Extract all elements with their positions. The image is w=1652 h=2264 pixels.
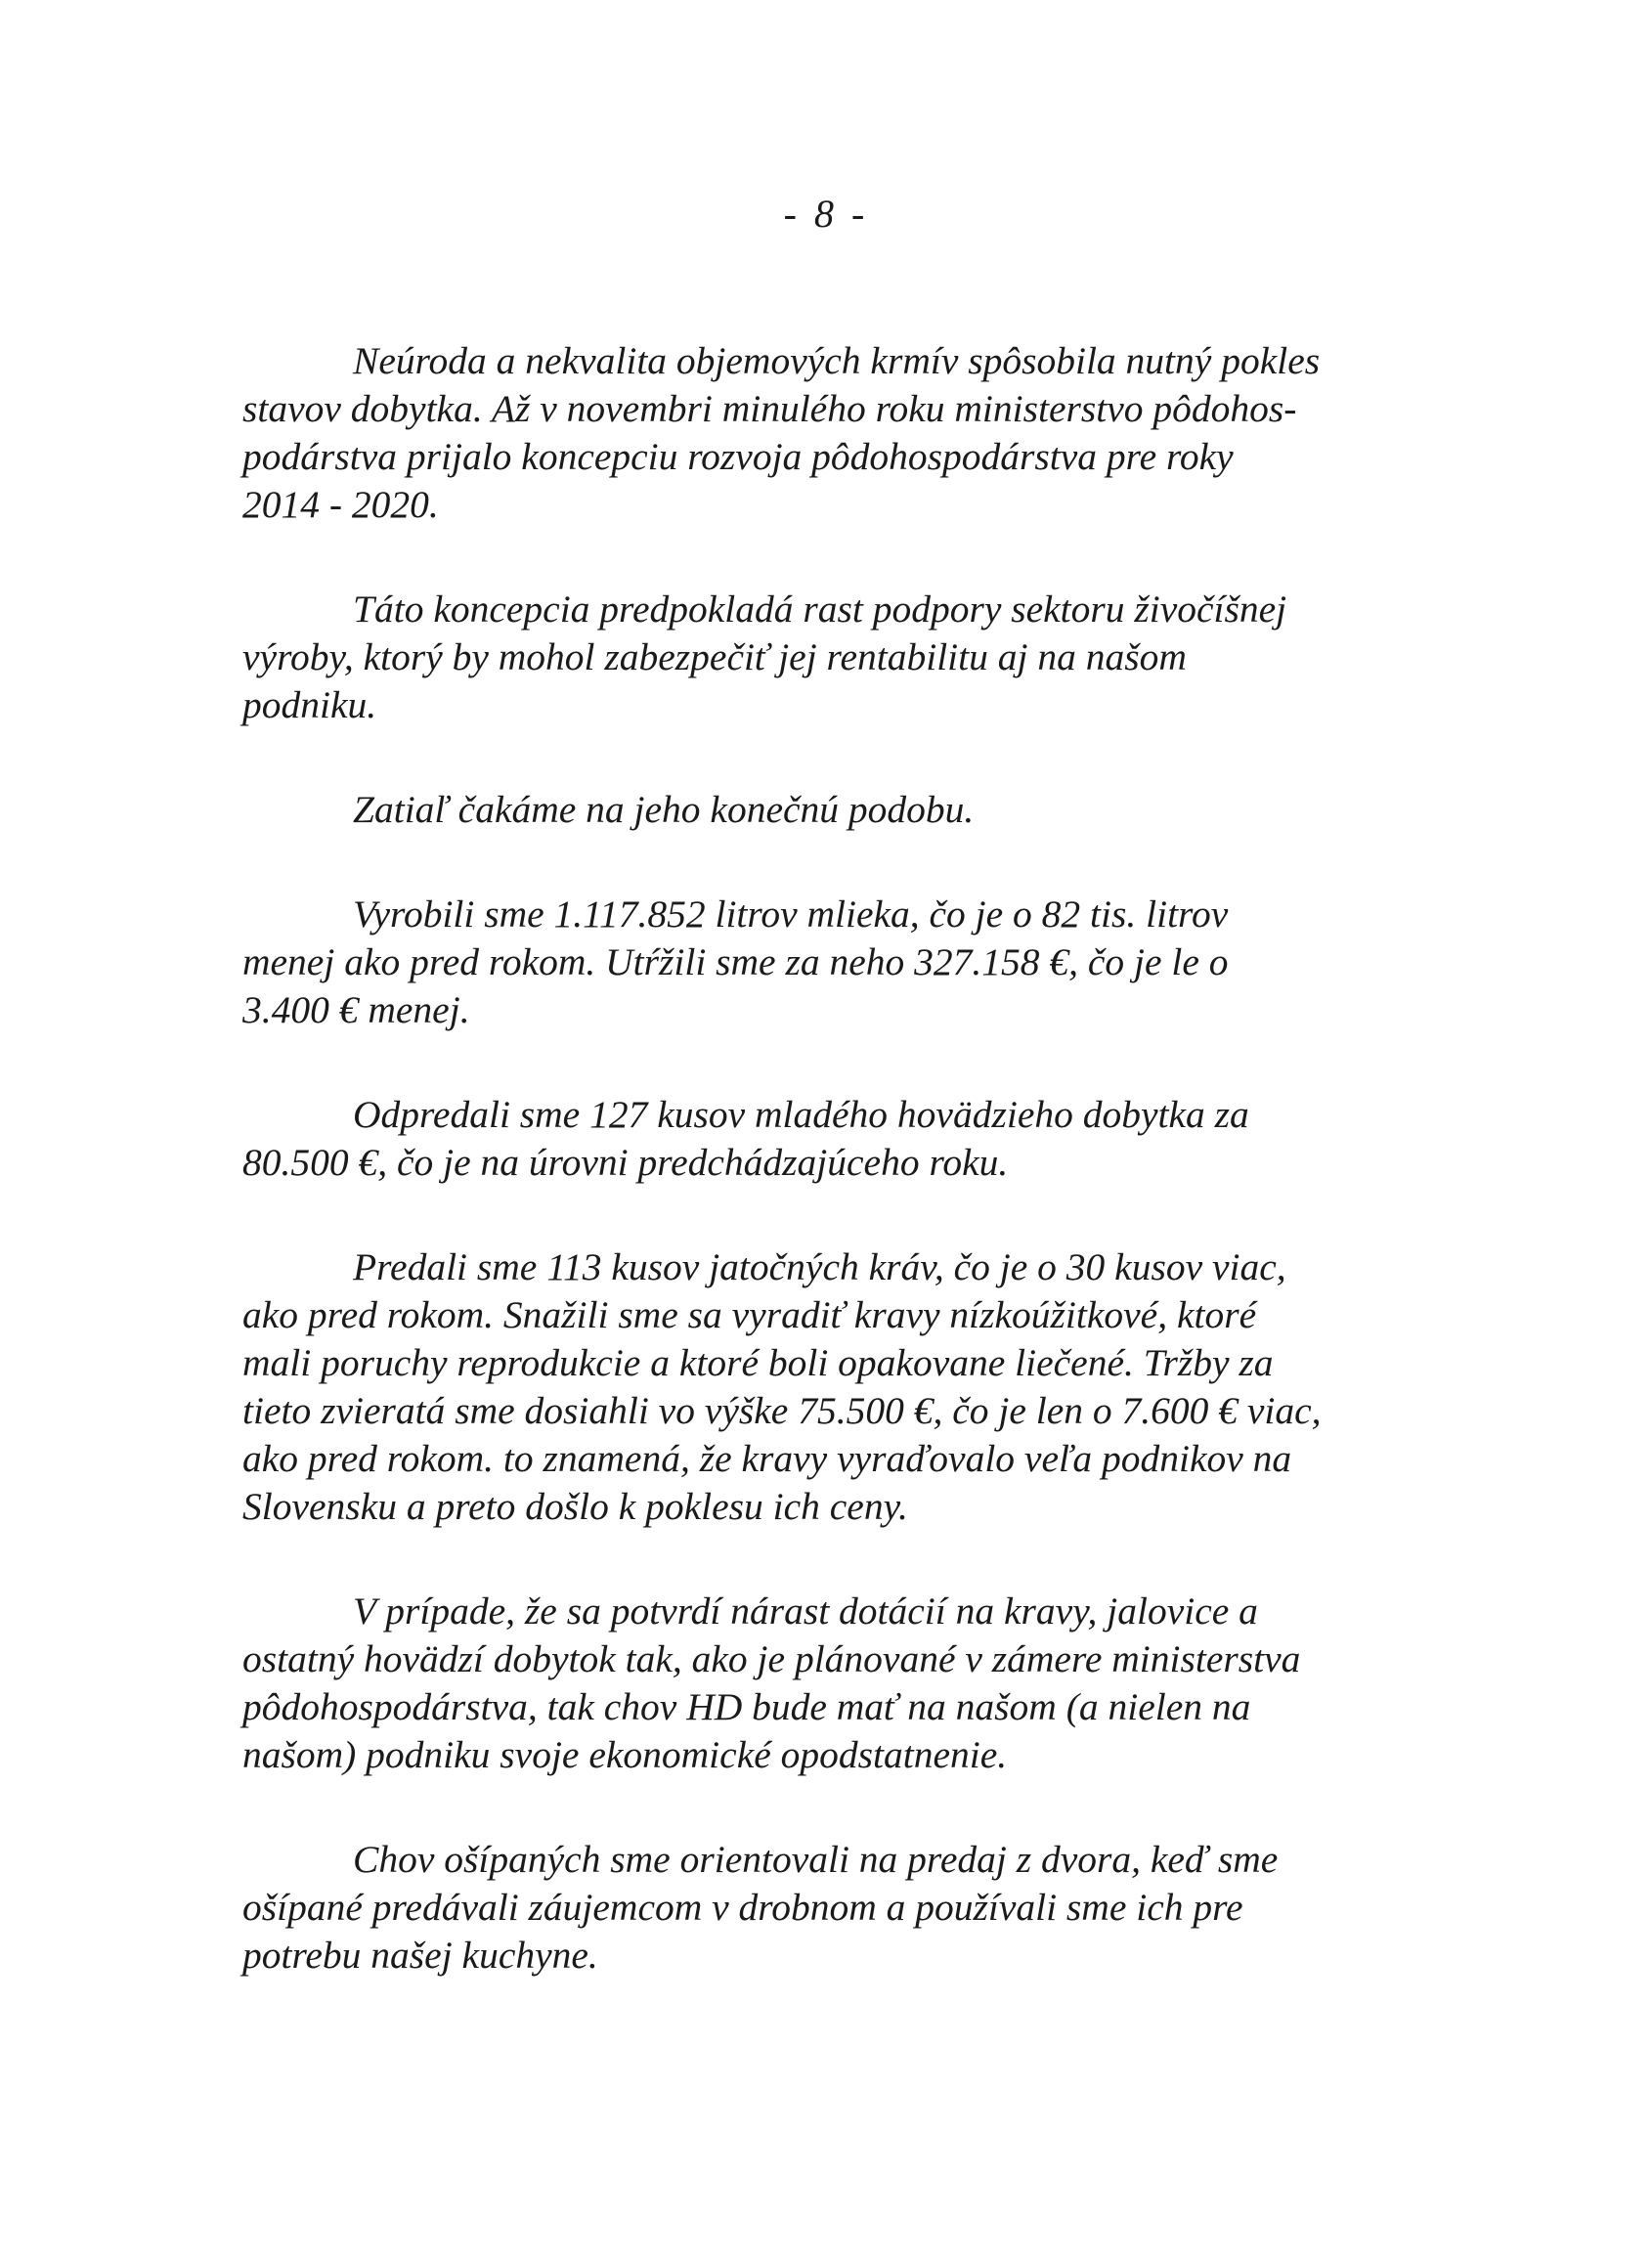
- paragraph-line: ostatný hovädzí dobytok tak, ako je plánované v zámere ministerstva: [242, 1637, 1301, 1680]
- paragraph-line: tieto zvieratá sme dosiahli vo výške 75.500 €, čo je len o 7.600 € viac,: [242, 1389, 1322, 1432]
- paragraph-line: Predali sme 113 kusov jatočných kráv, čo je o 30 kusov viac,: [353, 1245, 1286, 1288]
- paragraph-line: menej ako pred rokom. Utŕžili sme za neho 327.158 €, čo je le o: [242, 940, 1229, 983]
- paragraph-line: stavov dobytka. Až v novembri minulého roku ministerstvo pôdohos-: [242, 387, 1297, 430]
- paragraph-line: ošípané predávali záujemcom v drobnom a používali sme ich pre: [242, 1886, 1243, 1929]
- paragraph-slaughter-cows: [242, 1243, 1425, 1531]
- paragraph-line: Táto koncepcia predpokladá rast podpory sektoru živočíšnej: [353, 588, 1287, 631]
- paragraph-line: výroby, ktorý by mohol zabezpečiť jej rentabilitu aj na našom: [242, 635, 1187, 678]
- paragraph-line: Vyrobili sme 1.117.852 litrov mlieka, čo je o 82 tis. litrov: [353, 893, 1229, 936]
- paragraph-line: mali poruchy reprodukcie a ktoré boli opakovane liečené. Tržby za: [242, 1341, 1274, 1384]
- paragraph-subsidies: [242, 1588, 1425, 1779]
- body-text: [242, 337, 1425, 2036]
- paragraph-line: 2014 - 2020.: [242, 483, 439, 526]
- paragraph-line: potrebu našej kuchyne.: [242, 1934, 598, 1977]
- paragraph-line: Zatiaľ čakáme na jeho konečnú podobu.: [353, 788, 975, 831]
- paragraph-waiting: [242, 786, 1425, 834]
- paragraph-line: 80.500 €, čo je na úrovni predchádzajúceho roku.: [242, 1141, 1009, 1184]
- paragraph-fodder-shortage: [242, 337, 1425, 529]
- paragraph-concept: [242, 586, 1425, 729]
- paragraph-pig-breeding: [242, 1836, 1425, 1980]
- page-number: - 8 -: [783, 192, 869, 236]
- paragraph-milk-production: [242, 891, 1425, 1034]
- paragraph-line: podárstva prijalo koncepciu rozvoja pôdohospodárstva pre roky: [242, 435, 1234, 478]
- paragraph-line: podniku.: [242, 683, 377, 726]
- paragraph-line: Neúroda a nekvalita objemových krmív spôsobila nutný pokles: [353, 339, 1321, 382]
- paragraph-line: V prípade, že sa potvrdí nárast dotácií na kravy, jalovice a: [353, 1589, 1258, 1633]
- paragraph-line: ako pred rokom. Snažili sme sa vyradiť kravy nízkoúžitkové, ktoré: [242, 1293, 1257, 1336]
- paragraph-young-cattle-sales: [242, 1091, 1425, 1187]
- paragraph-line: Chov ošípaných sme orientovali na predaj z dvora, keď sme: [353, 1838, 1279, 1881]
- paragraph-line: Slovensku a preto došlo k poklesu ich ceny.: [242, 1485, 908, 1528]
- paragraph-line: ako pred rokom. to znamená, že kravy vyraďovalo veľa podnikov na: [242, 1437, 1292, 1480]
- paragraph-line: pôdohospodárstva, tak chov HD bude mať na našom (a nielen na: [242, 1685, 1251, 1728]
- paragraph-line: Odpredali sme 127 kusov mladého hovädzieho dobytka za: [353, 1093, 1249, 1136]
- paragraph-line: 3.400 € menej.: [242, 988, 470, 1031]
- paragraph-line: našom) podniku svoje ekonomické opodstatnenie.: [242, 1733, 1008, 1776]
